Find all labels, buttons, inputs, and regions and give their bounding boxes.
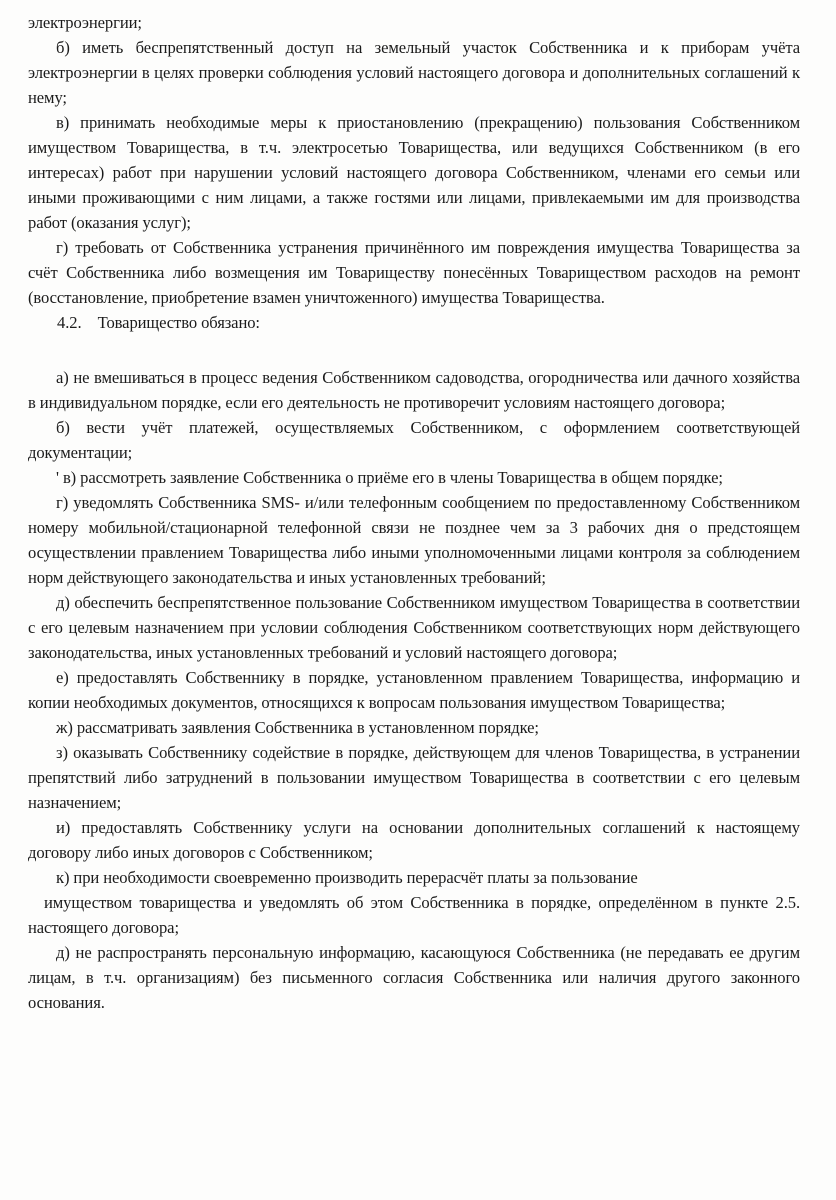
obligation-v: ' в) рассмотреть заявление Собственника о приёме его в члены Товарищества в общем порядке; xyxy=(56,468,723,487)
obligation-d: д) обеспечить беспрепятственное пользование Собственником имуществом Товарищества в соответствии с его целевым назначением при условии соблюдения Собственником соответствующих норм действующего законодательства, иных установленных требований и условий настоящего договора; xyxy=(28,593,800,662)
obligation-k-continuation: имуществом товарищества и уведомлять об этом Собственника в порядке, определённом в пункте 2.5. настоящего договора; xyxy=(28,893,800,937)
section-gap xyxy=(28,335,800,365)
obligation-l: д) не распространять персональную информацию, касающуюся Собственника (не передавать ее другим лицам, в т.ч. организациям) без письменного согласия Собственника или наличия другого законного основания. xyxy=(28,943,800,1012)
paragraph-right-g: г) требовать от Собственника устранения причинённого им повреждения имущества Товарищества за счёт Собственника либо возмещения им Товариществу понесённых Товариществом расходов на ремонт (восстановление, приобретение взамен уничтоженного) имущества Товарищества. xyxy=(28,238,800,307)
obligation-z: з) оказывать Собственнику содействие в порядке, действующем для членов Товарищества, в устранении препятствий либо затруднений в пользовании имуществом Товарищества в соответствии с его целевым назначением; xyxy=(28,743,800,812)
obligation-e: е) предоставлять Собственнику в порядке, установленном правлением Товарищества, информацию и копии необходимых документов, относящихся к вопросам пользования имуществом Товарищества; xyxy=(28,668,800,712)
obligation-i: и) предоставлять Собственнику услуги на основании дополнительных соглашений к настоящему договору либо иных договоров с Собственником; xyxy=(28,818,800,862)
obligation-k-first-line: к) при необходимости своевременно производить перерасчёт платы за пользование xyxy=(56,868,638,887)
section-heading: 4.2. Товарищество обязано: xyxy=(57,313,260,332)
obligation-a: а) не вмешиваться в процесс ведения Собственником садоводства, огородничества или дачного хозяйства в индивидуальном порядке, если его деятельность не противоречит условиям настоящего договора; xyxy=(28,368,800,412)
paragraph-right-v: в) принимать необходимые меры к приостановлению (прекращению) пользования Собственником имуществом Товарищества, в т.ч. электросетью Товарищества, или ведущихся Собственником (в его интересах) работ при нарушении условий настоящего договора Собственником, членами его семьи или иными проживающими с ним лицами, а также гостями или лицами, привлекаемыми им для производства работ (оказания услуг); xyxy=(28,113,800,232)
paragraph-right-b: б) иметь беспрепятственный доступ на земельный участок Собственника и к приборам учёта электроэнергии в целях проверки соблюдения условий настоящего договора и дополнительных соглашений к нему; xyxy=(28,38,800,107)
obligation-zh: ж) рассматривать заявления Собственника в установленном порядке; xyxy=(56,718,539,737)
obligation-g: г) уведомлять Собственника SMS- и/или телефонным сообщением по предоставленному Собственником номеру мобильной/стационарной телефонной связи не позднее чем за 3 рабочих дня о предстоящем осуществлении правлением Товарищества либо иными уполномоченными лицами контроля за соблюдением норм действующего законодательства и иных установленных требований; xyxy=(28,493,800,587)
paragraph-continuation: электроэнергии; xyxy=(28,13,142,32)
obligation-b: б) вести учёт платежей, осуществляемых Собственником, с оформлением соответствующей документации; xyxy=(28,418,800,462)
